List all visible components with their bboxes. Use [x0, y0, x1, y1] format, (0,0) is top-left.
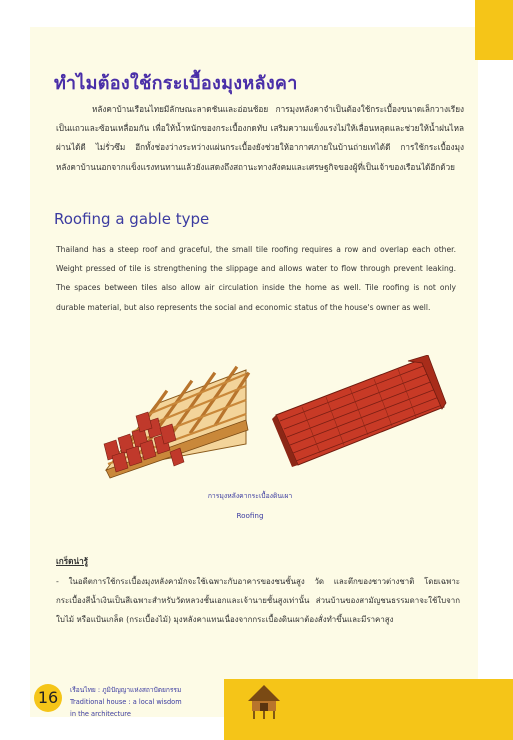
thai-house-icon — [244, 683, 284, 721]
tiled-roof-illustration — [272, 355, 448, 467]
figure-caption-english: Roofing — [236, 511, 264, 520]
intro-paragraph-english: Thailand has a steep roof and graceful, the small tile roofing requires a row and overlap each other. Weight pressed of tile is strengthening the slippage and allows water to flow through prevent leaking. The spaces between tiles also allow air circulation inside the home as well. Tile roofing is not only durable material, but also represents the social and economic status of the house's owner as well. — [56, 245, 456, 312]
footer-line-thai: เรือนไทย : ภูมิปัญญาแห่งสถาปัตยกรรม — [70, 686, 182, 694]
trivia-heading: เกร็ดน่ารู้ — [56, 556, 89, 566]
page-number-badge: 16 — [34, 684, 62, 712]
intro-paragraph-thai — [56, 100, 464, 177]
section-title-english: Roofing a gable type — [54, 210, 210, 228]
trivia-body: - ในอดีตการใช้กระเบื้องมุงหลังคามักจะใช้เฉพาะกับอาคารของชนชั้นสูง วัด และตึกของชาวต่างชาติ โดยเฉพาะกระเบื้องสีน้ำเงินเป็นสีเฉพาะสำหรับวัดหลวงชั้นเอกและเจ้านายชั้นสูงเท่านั้น ส่วนบ้านของสามัญชนธรรมดาจะใช้ใบจาก ใบไม้ หรือแป้นเกล็ด (กระเบื้องไม้) มุงหลังคาแทนเนื่องจากกระเบื้องดินเผาต้องสั่งทำขึ้นและมีราคาสูง — [56, 577, 460, 624]
footer-line-english-2: in the architecture — [70, 710, 131, 718]
roof-framework-illustration — [96, 352, 256, 480]
corner-accent-tab — [475, 0, 513, 60]
figure-caption-thai: การมุงหลังคากระเบื้องดินเผา — [207, 492, 293, 500]
page-title-thai: ทำไมต้องใช้กระเบื้องมุงหลังคา — [54, 73, 298, 94]
footer-book-title — [70, 684, 240, 720]
footer-line-english-1: Traditional house : a local wisdom — [70, 698, 182, 706]
intro-paragraph-thai-text: หลังคาบ้านเรือนไทยมีลักษณะลาดชันและอ่อนช้อย การมุงหลังคาจำเป็นต้องใช้กระเบื้องขนาดเล็กวางเรียงเป็นแถวและซ้อนเหลื่อมกัน เพื่อให้น้ำหนักของกระเบื้องกดทับ เสริมความแข็งแรงไม่ให้เลื่อนหลุดและช่วยให้น้ำฝนไหลผ่านได้ดี ไม่รั่วซึม อีกทั้งช่องว่างระหว่างแผ่นกระเบื้องยังช่วยให้อากาศภายในบ้านถ่ายเทได้ดี การใช้กระเบื้องมุงหลังคาบ้านนอกจากแข็งแรงทนทานแล้วยังแสดงถึงสถานะทางสังคมและเศรษฐกิจของผู้ที่เป็นเจ้าของเรือนได้อีกด้วย — [56, 104, 464, 172]
